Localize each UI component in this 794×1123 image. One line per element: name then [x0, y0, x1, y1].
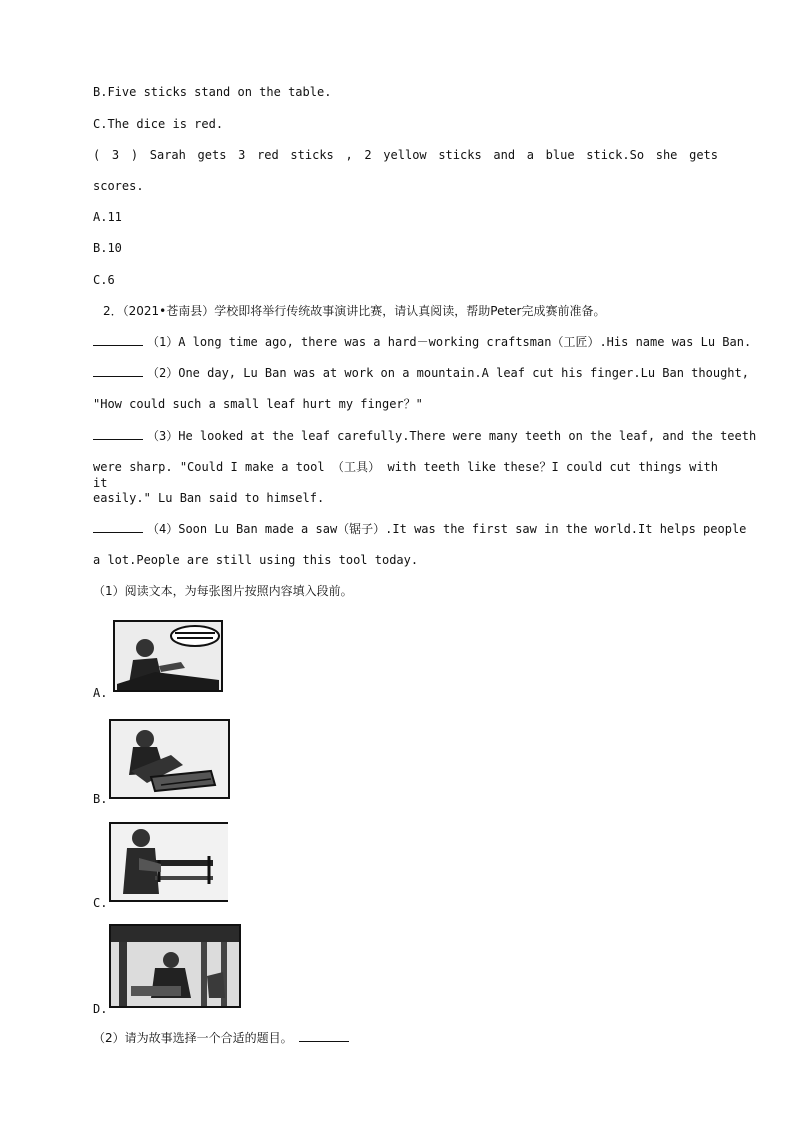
q1-sub3-option-b: B.10 [93, 241, 122, 255]
answer-blank-3[interactable] [93, 428, 143, 440]
q1-sub3-line2: scores. [93, 179, 144, 193]
q1-sub3-option-c: C.6 [93, 273, 115, 287]
answer-blank-2[interactable] [93, 365, 143, 377]
paragraph-1-text: （1）A long time ago, there was a hard－working craftsman（工匠）.His name was Lu Ban. [147, 335, 752, 349]
picture-a-label: A. [93, 686, 108, 700]
picture-d-people-using-saw [109, 924, 241, 1008]
q2-paragraph-4-line1 [93, 521, 747, 537]
picture-d-label: D. [93, 1002, 108, 1016]
title-answer-blank[interactable] [299, 1030, 349, 1042]
q2-paragraph-4-line2: a lot.People are still using this tool today. [93, 553, 419, 567]
people-using-saw-illustration [111, 926, 239, 1006]
q2-paragraph-3-line3: easily." Lu Ban said to himself. [93, 491, 325, 505]
q2-header: 2．（2021•苍南县）学校即将举行传统故事演讲比赛，请认真阅读，帮助Peter完成赛前准备。 [103, 304, 606, 318]
picture-b-craftsman-working [109, 719, 230, 799]
picture-c-craftsman-saw [109, 822, 228, 902]
paragraph-4-text: （4）Soon Lu Ban made a saw（锯子）.It was the first saw in the world.It helps people [147, 522, 747, 536]
paragraph-2-text: （2）One day, Lu Ban was at work on a mountain.A leaf cut his finger.Lu Ban thought, [147, 366, 749, 380]
picture-c-label: C. [93, 896, 108, 910]
q2-paragraph-2-line1 [93, 365, 749, 381]
task-2-text: （2）请为故事选择一个合适的题目。 [93, 1031, 293, 1045]
q2-task-2 [93, 1030, 718, 1046]
craftsman-working-illustration [111, 721, 228, 797]
q2-task-1: （1）阅读文本，为每张图片按照内容填入段前。 [93, 584, 353, 598]
q1-sub3-option-a: A.11 [93, 210, 122, 224]
answer-blank-4[interactable] [93, 521, 143, 533]
q1-sub3-line1: ( 3 ) Sarah gets 3 red sticks , 2 yellow sticks and a blue stick.So she gets [93, 148, 718, 162]
q2-paragraph-3-line1 [93, 428, 757, 444]
picture-b-label: B. [93, 792, 108, 806]
picture-a-craftsman-leaf [113, 620, 223, 692]
paragraph-3-text: （3）He looked at the leaf carefully.There were many teeth on the leaf, and the teeth [147, 429, 757, 443]
q1-option-c: C.The dice is red. [93, 117, 224, 131]
craftsman-saw-illustration [111, 824, 228, 900]
q2-paragraph-1 [93, 334, 752, 350]
q2-paragraph-3-line2: were sharp. "Could I make a tool （工具） with teeth like these？I could cut things with it [93, 460, 718, 490]
answer-blank-1[interactable] [93, 334, 143, 346]
q2-paragraph-2-line2: "How could such a small leaf hurt my finger？" [93, 397, 423, 411]
craftsman-leaf-illustration [115, 622, 221, 690]
q1-option-b: B.Five sticks stand on the table. [93, 85, 332, 99]
